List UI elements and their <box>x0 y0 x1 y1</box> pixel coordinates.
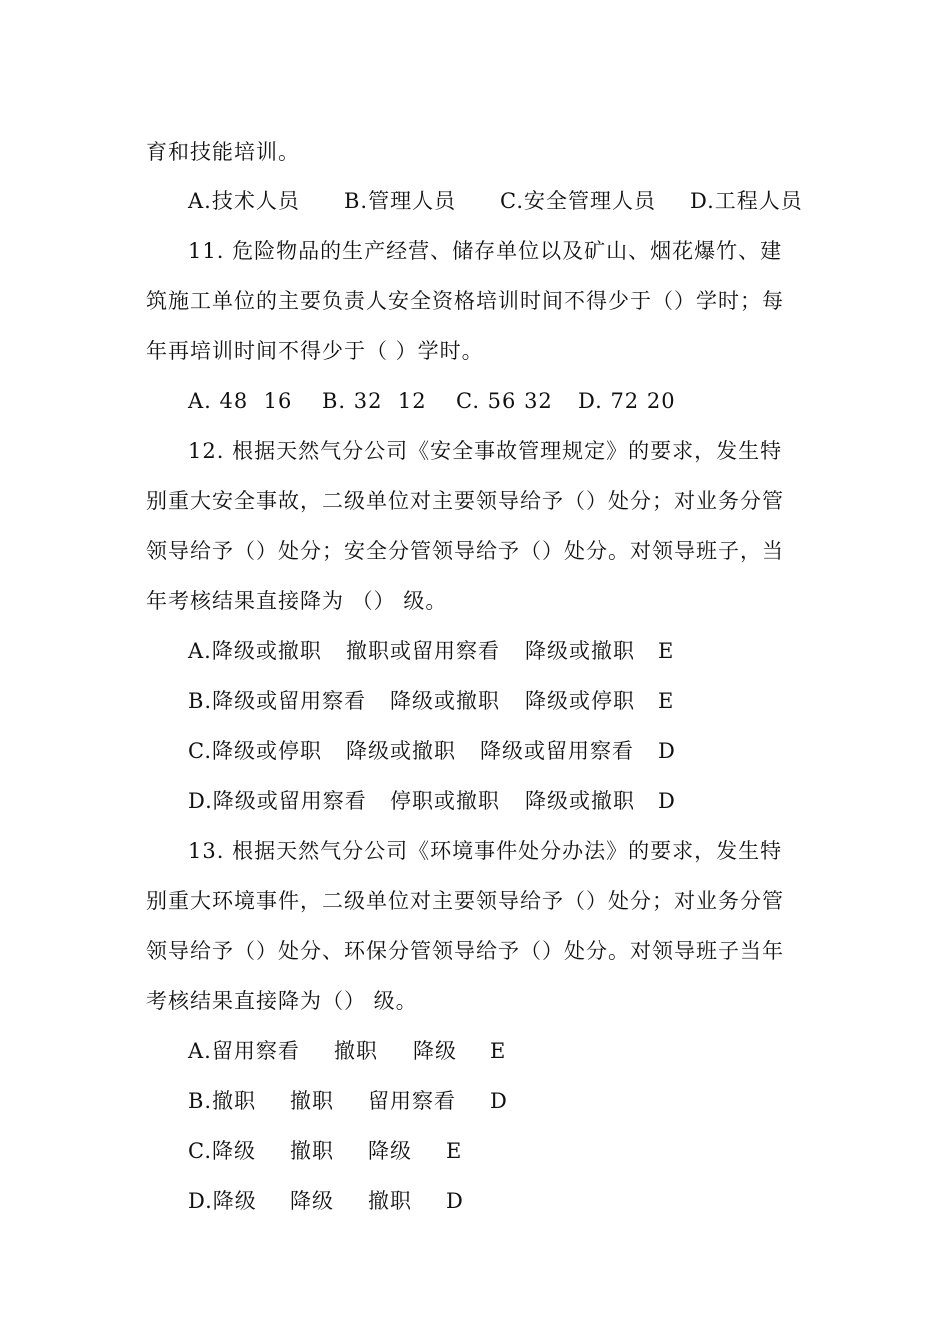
q13-option-b-col2: 撤职 <box>290 1089 334 1113</box>
q12-option-b-col4: E <box>658 689 675 713</box>
q12-option-c-col3: 降级或留用察看 <box>480 739 634 763</box>
q13-option-b-label: B.撤职 <box>188 1089 257 1113</box>
q12-line-3: 领导给予（）处分；安全分管领导给予（）处分。对领导班子，当 <box>146 539 784 563</box>
q11-option-d: D. 72 20 <box>578 389 676 413</box>
q12-option-d-label: D.降级或留用察看 <box>188 789 367 813</box>
q13-option-a-col3: 降级 <box>413 1039 457 1063</box>
q12-option-a-col3: 降级或撤职 <box>525 639 635 663</box>
q12-option-d-col3: 降级或撤职 <box>525 789 635 813</box>
q12-option-b-col3: 降级或停职 <box>525 689 635 713</box>
q12-option-a-col2: 撤职或留用察看 <box>346 639 500 663</box>
q13-option-a-col4: E <box>490 1039 507 1063</box>
q12-option-c-col4: D <box>658 739 676 763</box>
q12-line-2: 别重大安全事故，二级单位对主要领导给予（）处分；对业务分管 <box>146 489 784 513</box>
q13-option-d-col3: 撤职 <box>368 1189 412 1213</box>
q13-line-1: 13. 根据天然气分公司《环境事件处分办法》的要求，发生特 <box>188 839 783 863</box>
q10-option-c: C.安全管理人员 <box>500 189 656 213</box>
q13-option-c-label: C.降级 <box>188 1139 256 1163</box>
q13-option-c-col3: 降级 <box>368 1139 412 1163</box>
q12-option-a-col4: E <box>658 639 675 663</box>
q12-option-d-col2: 停职或撤职 <box>390 789 500 813</box>
q12-line-4: 年考核结果直接降为 （） 级。 <box>146 589 448 613</box>
q12-option-d-col4: D <box>658 789 676 813</box>
q11-line-2: 筑施工单位的主要负责人安全资格培训时间不得少于（）学时；每 <box>146 289 784 313</box>
q11-option-c: C. 56 32 <box>456 389 553 413</box>
q13-option-c-col4: E <box>446 1139 463 1163</box>
q13-option-c-col2: 撤职 <box>290 1139 334 1163</box>
q13-option-d-col4: D <box>446 1189 464 1213</box>
q13-option-b-col4: D <box>490 1089 508 1113</box>
q13-option-a-col2: 撤职 <box>334 1039 378 1063</box>
q12-option-c-col2: 降级或撤职 <box>346 739 456 763</box>
q12-option-b-col2: 降级或撤职 <box>390 689 500 713</box>
q13-option-d-col2: 降级 <box>290 1189 334 1213</box>
q10-option-b: B.管理人员 <box>344 189 457 213</box>
q12-option-b-label: B.降级或留用察看 <box>188 689 367 713</box>
q12-option-c-label: C.降级或停职 <box>188 739 322 763</box>
q13-line-3: 领导给予（）处分、环保分管领导给予（）处分。对领导班子当年 <box>146 939 784 963</box>
q13-line-2: 别重大环境事件，二级单位对主要领导给予（）处分；对业务分管 <box>146 889 784 913</box>
q12-line-1: 12. 根据天然气分公司《安全事故管理规定》的要求，发生特 <box>188 439 783 463</box>
q11-option-b: B. 32 12 <box>322 389 427 413</box>
q11-line-1: 11. 危险物品的生产经营、储存单位以及矿山、烟花爆竹、建 <box>188 239 783 263</box>
q13-option-a-label: A.留用察看 <box>188 1039 300 1063</box>
q10-text-tail: 育和技能培训。 <box>146 140 300 164</box>
q10-option-d: D.工程人员 <box>690 189 803 213</box>
q13-option-b-col3: 留用察看 <box>368 1089 456 1113</box>
q11-line-3: 年再培训时间不得少于（ ）学时。 <box>146 339 484 363</box>
q13-line-4: 考核结果直接降为（） 级。 <box>146 989 418 1013</box>
q10-option-a: A.技术人员 <box>188 189 300 213</box>
q12-option-a-label: A.降级或撤职 <box>188 639 322 663</box>
q11-option-a: A. 48 16 <box>188 389 293 413</box>
q13-option-d-label: D.降级 <box>188 1189 257 1213</box>
